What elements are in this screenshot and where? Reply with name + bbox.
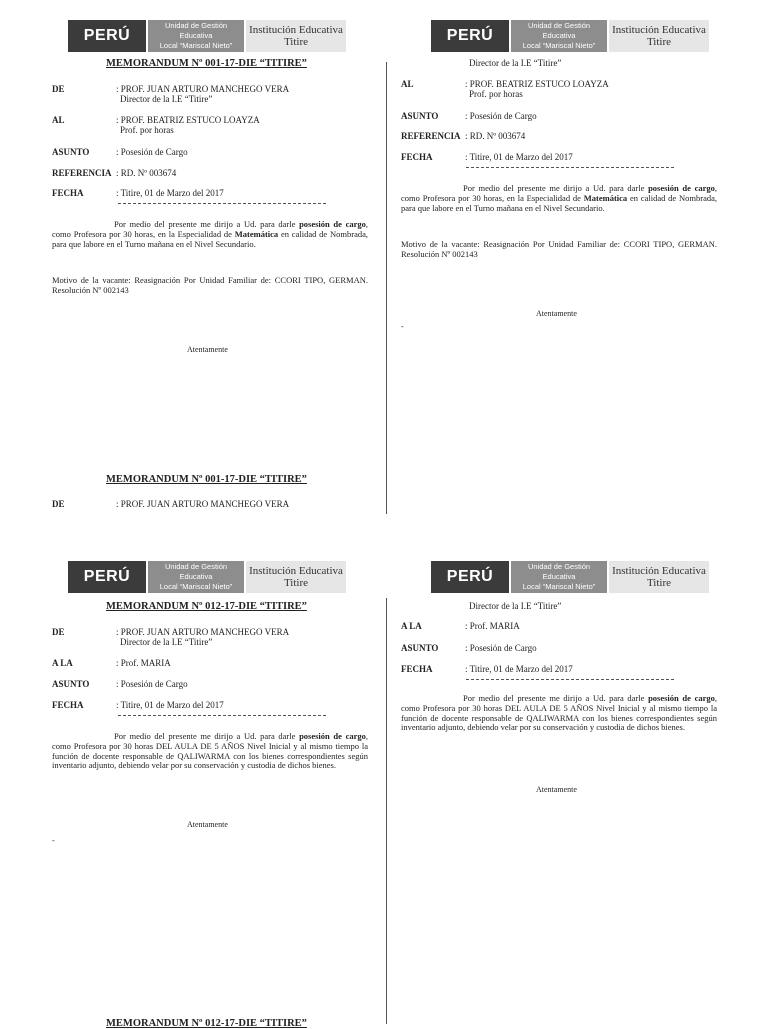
label-asunto: ASUNTO <box>52 679 90 689</box>
label-fecha: FECHA <box>401 152 433 162</box>
fecha-value: : Titire, 01 de Marzo del 2017 <box>116 188 224 198</box>
director-line: Director de la I.E “Titire” <box>469 58 562 68</box>
al-value: : PROF. BEATRIZ ESTUCO LOAYZA Prof. por horas <box>465 79 609 99</box>
label-al: AL <box>52 115 65 125</box>
asunto-value: : Posesión de Cargo <box>465 643 537 653</box>
dashed-separator <box>466 167 674 168</box>
label-a-la: A LA <box>52 658 73 668</box>
fecha-value: : Titire, 01 de Marzo del 2017 <box>116 700 224 710</box>
label-asunto: ASUNTO <box>401 111 439 121</box>
institution-label: Institución Educativa Titire <box>607 20 709 52</box>
institution-label: Institución Educativa Titire <box>244 20 346 52</box>
memo-motivo: Motivo de la vacante: Reasignación Por Unidad Familiar de: CCORI TIPO, GERMAN. Resolución Nº 002143 <box>401 239 717 259</box>
label-asunto: ASUNTO <box>401 643 439 653</box>
header-banner <box>68 20 346 52</box>
dash-mark: - <box>401 322 404 331</box>
ugel-label: Unidad de Gestión Educativa Local “Mariscal Nieto” <box>146 561 244 593</box>
asunto-value: : Posesión de Cargo <box>465 111 537 121</box>
closing: Atentamente <box>536 309 577 318</box>
dashed-separator <box>118 203 326 204</box>
label-a-la: A LA <box>401 621 422 631</box>
fecha-value: : Titire, 01 de Marzo del 2017 <box>465 664 573 674</box>
director-line: Director de la I.E “Titire” <box>469 601 562 611</box>
label-fecha: FECHA <box>52 188 84 198</box>
de-value: : PROF. JUAN ARTURO MANCHEGO VERA Director de la I.E “Titire” <box>116 627 290 647</box>
label-referencia: REFERENCIA <box>401 131 461 141</box>
peru-logo: PERÚ <box>431 20 509 52</box>
label-de: DE <box>52 499 65 509</box>
memo-motivo: Motivo de la vacante: Reasignación Por Unidad Familiar de: CCORI TIPO, GERMAN. Resolución Nº 002143 <box>52 275 368 295</box>
memo-body: Por medio del presente me dirijo a Ud. para darle posesión de cargo, como Profesora por 30 horas DEL AULA DE 5 AÑOS Nivel Inicial y al mismo tiempo la función de docente responsable de QALIWARMA con los bienes correspondientes según inventario adjunto, debiendo velar por su conservación y custodia de dichos bienes. <box>401 693 718 733</box>
asunto-value: : Posesión de Cargo <box>116 147 188 157</box>
label-referencia: REFERENCIA <box>52 168 112 178</box>
institution-label: Institución Educativa Titire <box>244 561 346 593</box>
memo-body: Por medio del presente me dirijo a Ud. para darle posesión de cargo, como Profesora por 30 horas, en la Especialidad de Matemática en calidad de Nombrada, para que labore en el Turno mañana en el Nivel Secundario. <box>52 219 369 249</box>
header-banner <box>431 561 709 593</box>
fecha-value: : Titire, 01 de Marzo del 2017 <box>465 152 573 162</box>
ugel-label: Unidad de Gestión Educativa Local “Mariscal Nieto” <box>509 20 607 52</box>
referencia-value: : RD. Nº 003674 <box>116 168 177 178</box>
closing: Atentamente <box>187 345 228 354</box>
closing: Atentamente <box>187 820 228 829</box>
dashed-separator <box>118 715 326 716</box>
asunto-value: : Posesión de Cargo <box>116 679 188 689</box>
peru-logo: PERÚ <box>68 20 146 52</box>
de-value: : PROF. JUAN ARTURO MANCHEGO VERA Director de la I.E “Titire” <box>116 84 290 104</box>
dashed-separator <box>466 679 674 680</box>
label-al: AL <box>401 79 414 89</box>
referencia-value: : RD. Nº 003674 <box>465 131 526 141</box>
label-de: DE <box>52 627 65 637</box>
de-value: : PROF. JUAN ARTURO MANCHEGO VERA <box>116 499 290 509</box>
memo-title-partial: MEMORANDUM Nº 012-17-DIE “TITIRE” <box>106 1018 307 1029</box>
label-fecha: FECHA <box>52 700 84 710</box>
memo-body: Por medio del presente me dirijo a Ud. para darle posesión de cargo, como Profesora por 30 horas DEL AULA DE 5 AÑOS Nivel Inicial y al mismo tiempo la función de docente responsable de QALIWARMA con los bienes correspondientes según inventario adjunto, debiendo velar por su conservación y custodia de dichos bienes. <box>52 731 369 771</box>
al-value: : PROF. BEATRIZ ESTUCO LOAYZA Prof. por horas <box>116 115 260 135</box>
dash-mark: - <box>52 836 55 845</box>
header-banner <box>68 561 346 593</box>
ugel-label: Unidad de Gestión Educativa Local “Mariscal Nieto” <box>509 561 607 593</box>
memo-body: Por medio del presente me dirijo a Ud. para darle posesión de cargo, como Profesora por 30 horas, en la Especialidad de Matemática en calidad de Nombrada, para que labore en el Turno mañana en el Nivel Secundario. <box>401 183 718 213</box>
label-de: DE <box>52 84 65 94</box>
peru-logo: PERÚ <box>431 561 509 593</box>
page-divider-bottom <box>386 598 387 1024</box>
memo-title: MEMORANDUM Nº 012-17-DIE “TITIRE” <box>106 601 307 612</box>
header-banner <box>431 20 709 52</box>
peru-logo: PERÚ <box>68 561 146 593</box>
institution-label: Institución Educativa Titire <box>607 561 709 593</box>
ugel-label: Unidad de Gestión Educativa Local “Mariscal Nieto” <box>146 20 244 52</box>
label-fecha: FECHA <box>401 664 433 674</box>
ala-value: : Prof. MARIA <box>116 658 171 668</box>
memo-title-repeat: MEMORANDUM Nº 001-17-DIE “TITIRE” <box>106 474 307 485</box>
page-divider-top <box>386 62 387 514</box>
label-asunto: ASUNTO <box>52 147 90 157</box>
memo-title: MEMORANDUM Nº 001-17-DIE “TITIRE” <box>106 58 307 69</box>
closing: Atentamente <box>536 785 577 794</box>
ala-value: : Prof. MARIA <box>465 621 520 631</box>
